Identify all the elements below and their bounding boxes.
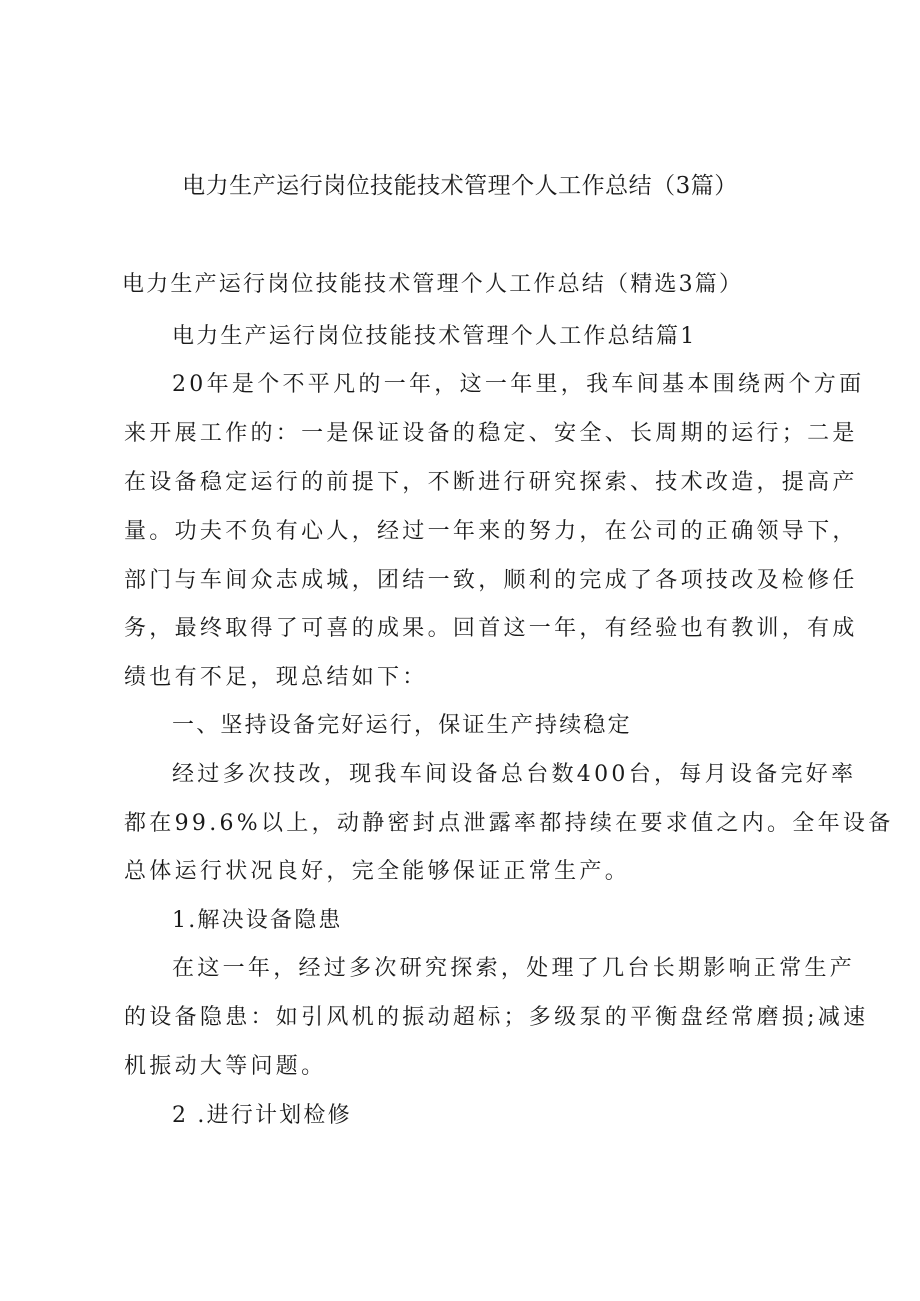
heading-1: 一、坚持设备完好运行，保证生产持续稳定 bbox=[172, 713, 632, 738]
paragraph-line: 都在99.6%以上，动静密封点泄露率都持续在要求值之内。全年设备 bbox=[124, 811, 894, 836]
paragraph-line: 20年是个不平凡的一年，这一年里，我车间基本围绕两个方面 bbox=[172, 372, 865, 397]
document-title: 电力生产运行岗位技能技术管理个人工作总结（3篇） bbox=[182, 173, 738, 199]
paragraph-line: 的设备隐患：如引风机的振动超标；多级泵的平衡盘经常磨损;减速 bbox=[124, 1005, 869, 1030]
paragraph-line: 总体运行状况良好，完全能够保证正常生产。 bbox=[124, 859, 631, 884]
list-item-1: 1.解决设备隐患 bbox=[172, 908, 343, 933]
paragraph-line: 来开展工作的：一是保证设备的稳定、安全、长周期的运行；二是 bbox=[124, 421, 858, 446]
document-subtitle: 电力生产运行岗位技能技术管理个人工作总结（精选3篇） bbox=[122, 272, 744, 297]
paragraph-line: 务，最终取得了可喜的成果。回首这一年，有经验也有教训，有成 bbox=[124, 616, 858, 641]
section-heading: 电力生产运行岗位技能技术管理个人工作总结篇1 bbox=[172, 324, 697, 349]
paragraph-line: 在设备稳定运行的前提下，不断进行研究探索、技术改造，提高产 bbox=[124, 470, 858, 495]
paragraph-line: 在这一年，经过多次研究探索，处理了几台长期影响正常生产 bbox=[172, 956, 856, 981]
paragraph-line: 绩也有不足，现总结如下： bbox=[124, 665, 428, 690]
paragraph-line: 量。功夫不负有心人，经过一年来的努力，在公司的正确领导下， bbox=[124, 519, 858, 544]
paragraph-line: 经过多次技改，现我车间设备总台数400台，每月设备完好率 bbox=[172, 762, 857, 787]
paragraph-line: 机振动大等问题。 bbox=[124, 1054, 327, 1079]
paragraph-line: 部门与车间众志成城，团结一致，顺利的完成了各项技改及检修任 bbox=[124, 568, 858, 593]
list-item-2: 2 .进行计划检修 bbox=[172, 1103, 352, 1128]
